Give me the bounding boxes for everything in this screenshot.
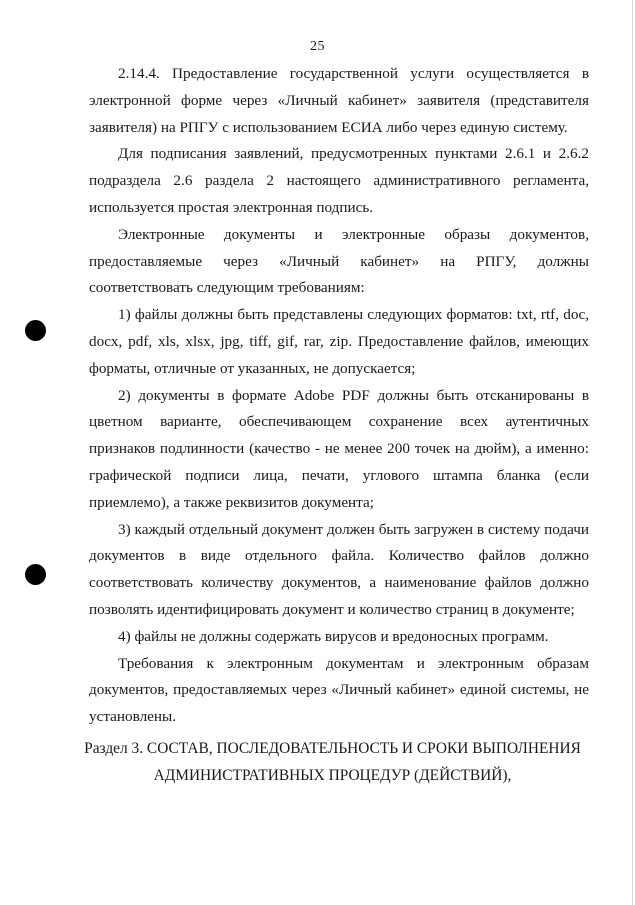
list-item-file-formats: 1) файлы должны быть представлены следующих форматов: txt, rtf, doc, docx, pdf, xls, xlsx, jpg, tiff, gif, rar, zip. Предоставление файлов, имеющих форматы, отличные от указанных, не допускается;: [89, 306, 589, 377]
list-item-no-viruses: 4) файлы не должны содержать вирусов и вредоносных программ.: [118, 627, 549, 645]
page-edge-line: [632, 0, 633, 905]
section-heading-line-1: Раздел 3. СОСТАВ, ПОСЛЕДОВАТЕЛЬНОСТЬ И СРОКИ ВЫПОЛНЕНИЯ: [84, 740, 581, 757]
list-item-pdf-scan: 2) документы в формате Adobe PDF должны быть отсканированы в цветном варианте, обеспечивающем сохранение всех аутентичных признаков подлинности (качество - не менее 200 точек на дюйм), а именно: графической подписи лица, печати, углового штампа бланка (если приемлемо), а также реквизитов документа;: [89, 386, 589, 511]
list-item-separate-files: 3) каждый отдельный документ должен быть загружен в систему подачи документов в виде отдельного файла. Количество файлов должно соответствовать количеству документов, а наименование файлов должно позволять идентифицировать документ и количество страниц в документе;: [89, 520, 589, 618]
paragraph-signature: Для подписания заявлений, предусмотренных пунктами 2.6.1 и 2.6.2 подраздела 2.6 раздела 2 настоящего административного регламента, используется простая электронная подпись.: [89, 145, 589, 216]
paragraph-2-14-4: 2.14.4. Предоставление государственной услуги осуществляется в электронной форме через «Личный кабинет» заявителя (представителя заявителя) на РПГУ с использованием ЕСИА либо через единую систему.: [89, 65, 589, 136]
page-number: 25: [310, 39, 325, 54]
section-3-heading: [60, 736, 605, 789]
punch-hole-mark: [25, 564, 46, 585]
punch-hole-mark: [25, 320, 46, 341]
paragraph-requirements-intro: Электронные документы и электронные образы документов, предоставляемые через «Личный кабинет» на РПГУ, должны соответствовать следующим требованиям:: [89, 225, 589, 297]
paragraph-unified-system: Требования к электронным документам и электронным образам документов, предоставляемых через «Личный кабинет» единой системы, не установлены.: [89, 654, 589, 726]
document-body: [89, 61, 589, 731]
section-heading-line-2: АДМИНИСТРАТИВНЫХ ПРОЦЕДУР (ДЕЙСТВИЙ),: [153, 766, 512, 784]
